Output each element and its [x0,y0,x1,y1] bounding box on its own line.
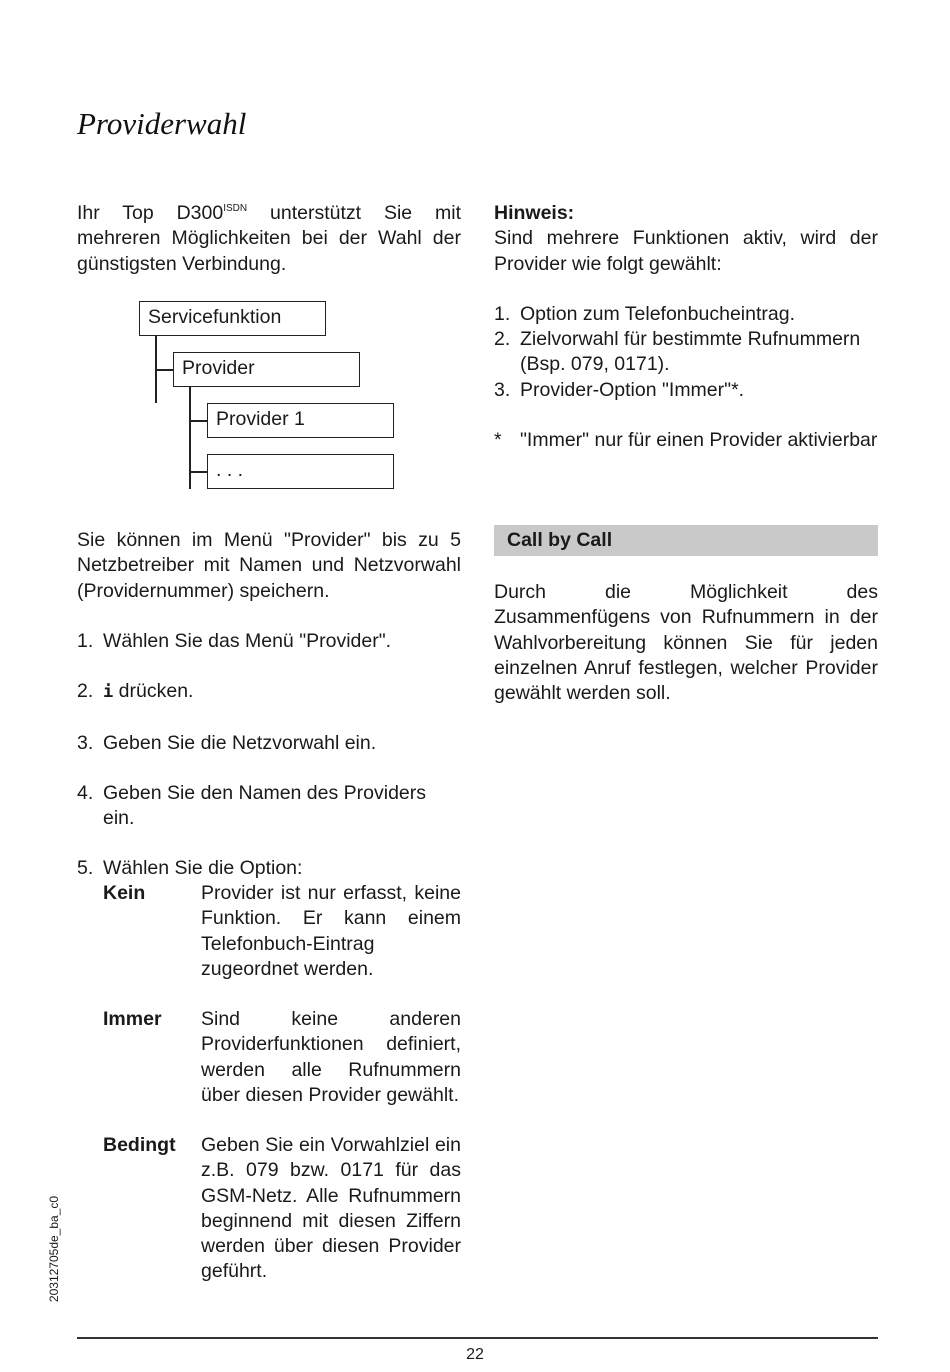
call-by-call-section [494,580,878,706]
option-description: Sind keine anderen Providerfunktionen definiert, werden alle Rufnummern über diesen Provider gewählt. [201,1008,461,1106]
intro-text-end: unterstützt Sie mit mehreren Möglichkeiten bei der Wahl der günstigsten Verbindung. [77,202,462,275]
menu-text: Sie können im Menü "Provider" bis zu 5 Netzbetreiber mit Namen und Netzvorwahl (Providernummer) speichern. [77,529,461,602]
hint-item: 2. Zielvorwahl für bestimmte Rufnummern (Bsp. 079, 0171). [494,328,861,376]
hint-heading: Hinweis: [494,202,575,224]
hint-list [494,302,878,403]
option-term: Bedingt [103,1134,176,1156]
hint-item: 1. Option zum Telefonbucheintrag. [494,302,795,325]
step-item: 3. Geben Sie die Netzvorwahl ein. [77,731,377,754]
footnote-mark: * [494,429,502,452]
hint-text: Sind mehrere Funktionen aktiv, wird der Provider wie folgt gewählt: [494,227,878,275]
isdn-superscript: ISDN [223,203,248,214]
steps-list [77,629,461,882]
hint-footnote [494,428,878,453]
menu-node-ellipsis: . . . [207,454,394,489]
info-key-icon: i [103,682,114,703]
call-by-call-heading: Call by Call [494,525,878,556]
intro-text-start: Ihr Top D300 [77,202,224,224]
document-code: 20312705de_ba_c0 [47,1195,61,1303]
step-item: 1. Wählen Sie das Menü "Provider". [77,630,392,652]
option-description: Provider ist nur erfasst, keine Funktion. Er kann einem Telefonbuch-Eintrag zugeordnet werden. [201,882,461,980]
menu-node-servicefunktion: Servicefunktion [139,301,326,336]
menu-description [77,528,461,604]
intro-paragraph [77,201,461,277]
menu-node-provider: Provider [173,352,360,387]
tree-connector [189,471,207,473]
footer-divider [77,1337,878,1339]
call-by-call-text: Durch die Möglichkeit des Zusammenfügens von Rufnummern in der Wahlvorbereitung können Sie für jeden einzelnen Anruf festlegen, welcher Provider gewählt werden soll. [494,581,878,705]
option-term: Immer [103,1008,162,1030]
hint-item: 3. Provider-Option "Immer"*. [494,378,745,401]
tree-connector [189,420,207,422]
step-item: 4. Geben Sie den Namen des Providers ein. [77,781,427,830]
page-title: Providerwahl [77,106,247,141]
hint-section [494,201,878,453]
option-description: Geben Sie ein Vorwahlziel ein z.B. 079 bzw. 0171 für das GSM-Netz. Alle Rufnummern beginnend mit diesen Ziffern werden über diesen Provider geführt. [201,1134,461,1283]
page-number: 22 [466,1346,484,1363]
option-term: Kein [103,882,146,904]
tree-connector [155,369,173,371]
footnote-text: "Immer" nur für einen Provider aktivierbar [520,429,878,452]
step-item: 2. i drücken. [77,680,194,703]
tree-connector [189,387,191,489]
step-item: 5. Wählen Sie die Option: [77,857,303,880]
menu-node-provider-1: Provider 1 [207,403,394,438]
